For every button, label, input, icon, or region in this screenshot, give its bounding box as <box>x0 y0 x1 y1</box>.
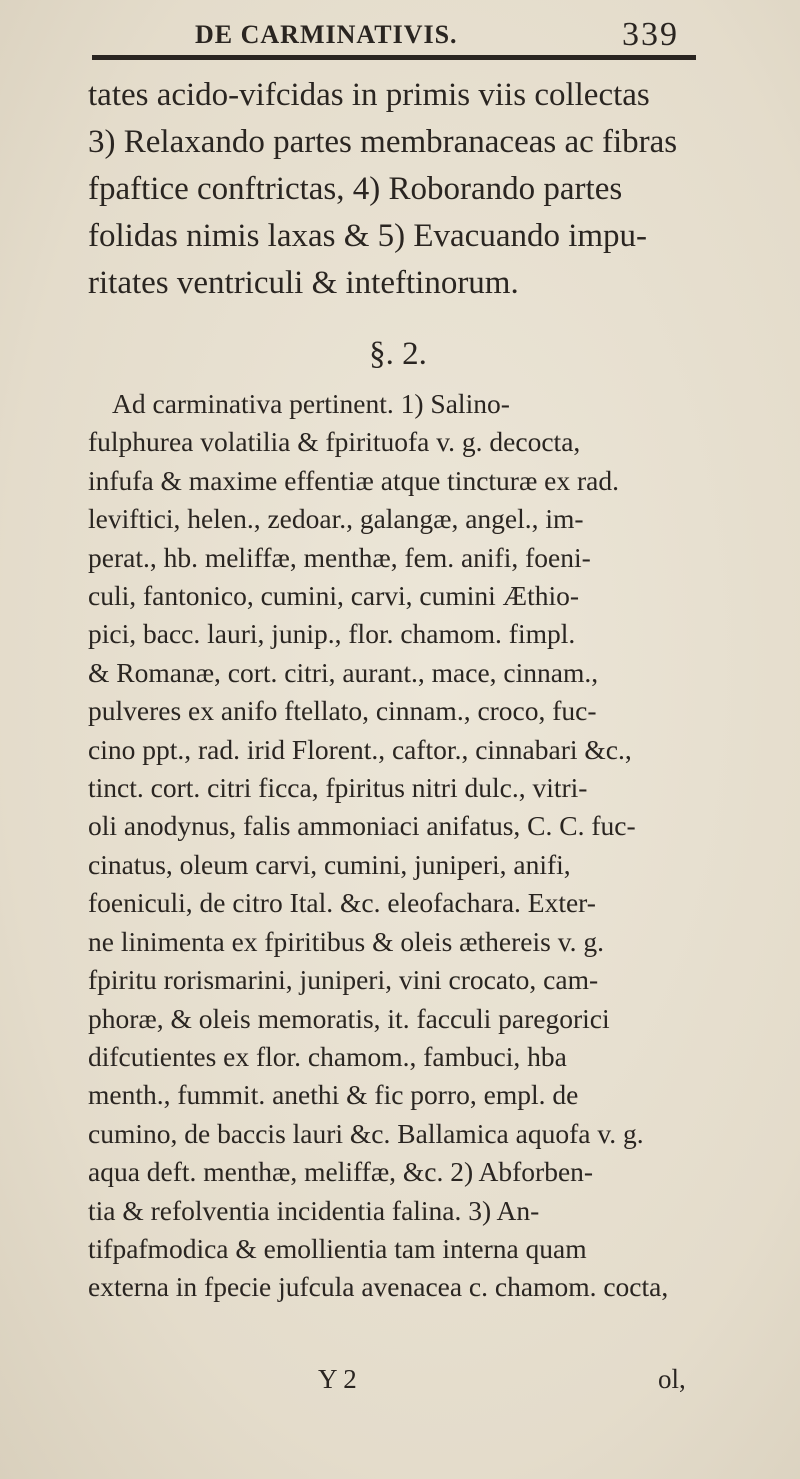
text-line: tates acido-vifcidas in primis viis collectas <box>88 77 650 113</box>
text-line: cumino, de baccis lauri &c. Ballamica aquofa v. g. <box>88 1117 644 1149</box>
section-mark: §. 2. <box>369 336 427 372</box>
body-text <box>88 72 708 1307</box>
text-line: 3) Relaxando partes membranaceas ac fibras <box>88 124 678 160</box>
text-line: tifpafmodica & emollientia tam interna quam <box>88 1232 587 1264</box>
page-header <box>0 14 800 54</box>
text-line: culi, fantonico, cumini, carvi, cumini Æthio- <box>88 580 580 612</box>
running-head: DE CARMINATIVIS. <box>195 20 458 49</box>
text-line: cino ppt., rad. irid Florent., caftor., cinnabari &c., <box>88 733 632 765</box>
text-line: perat., hb. meliffæ, menthæ, fem. anifi, foeni- <box>88 541 591 573</box>
text-line: pulveres ex anifo ftellato, cinnam., croco, fuc- <box>88 695 597 727</box>
text-line: tia & refolventia incidentia falina. 3) An- <box>88 1194 540 1226</box>
header-rule <box>92 55 696 60</box>
text-line: pici, bacc. lauri, junip., flor. chamom. fimpl. <box>88 618 576 650</box>
text-line: fulphurea volatilia & fpirituofa v. g. decocta, <box>88 426 581 458</box>
text-line: oli anodynus, falis ammoniaci anifatus, C. C. fuc- <box>88 810 636 842</box>
text-line: menth., fummit. anethi & fic porro, empl. de <box>88 1079 579 1111</box>
text-line: difcutientes ex flor. chamom., fambuci, hba <box>88 1040 567 1072</box>
text-line: foeniculi, de citro Ital. &c. eleofachara. Exter- <box>88 887 596 919</box>
page-number: 339 <box>622 16 679 53</box>
text-line: externa in fpecie jufcula avenacea c. chamom. cocta, <box>88 1271 669 1303</box>
text-line: ritates ventriculi & inteftinorum. <box>88 265 519 301</box>
text-line: leviftici, helen., zedoar., galangæ, angel., im- <box>88 503 584 535</box>
text-line: phoræ, & oleis memoratis, it. facculi paregorici <box>88 1002 610 1034</box>
text-line: aqua deft. menthæ, meliffæ, &c. 2) Abforben- <box>88 1156 594 1188</box>
catchword: ol, <box>658 1364 686 1394</box>
text-line: folidas nimis laxas & 5) Evacuando impu- <box>88 218 648 254</box>
text-line: infufa & maxime effentiæ atque tincturæ ex rad. <box>88 464 619 496</box>
signature-mark: Y 2 <box>318 1364 357 1394</box>
text-line: fpaftice conftrictas, 4) Roborando partes <box>88 171 623 207</box>
text-line: & Romanæ, cort. citri, aurant., mace, cinnam., <box>88 656 599 688</box>
text-line: Ad carminativa pertinent. 1) Salino- <box>112 388 510 419</box>
text-line: fpiritu rorismarini, juniperi, vini crocato, cam- <box>88 964 599 996</box>
text-line: tinct. cort. citri ficca, fpiritus nitri dulc., vitri- <box>88 772 588 804</box>
text-line: cinatus, oleum carvi, cumini, juniperi, anifi, <box>88 848 571 880</box>
text-line: ne linimenta ex fpiritibus & oleis æthereis v. g. <box>88 925 605 957</box>
